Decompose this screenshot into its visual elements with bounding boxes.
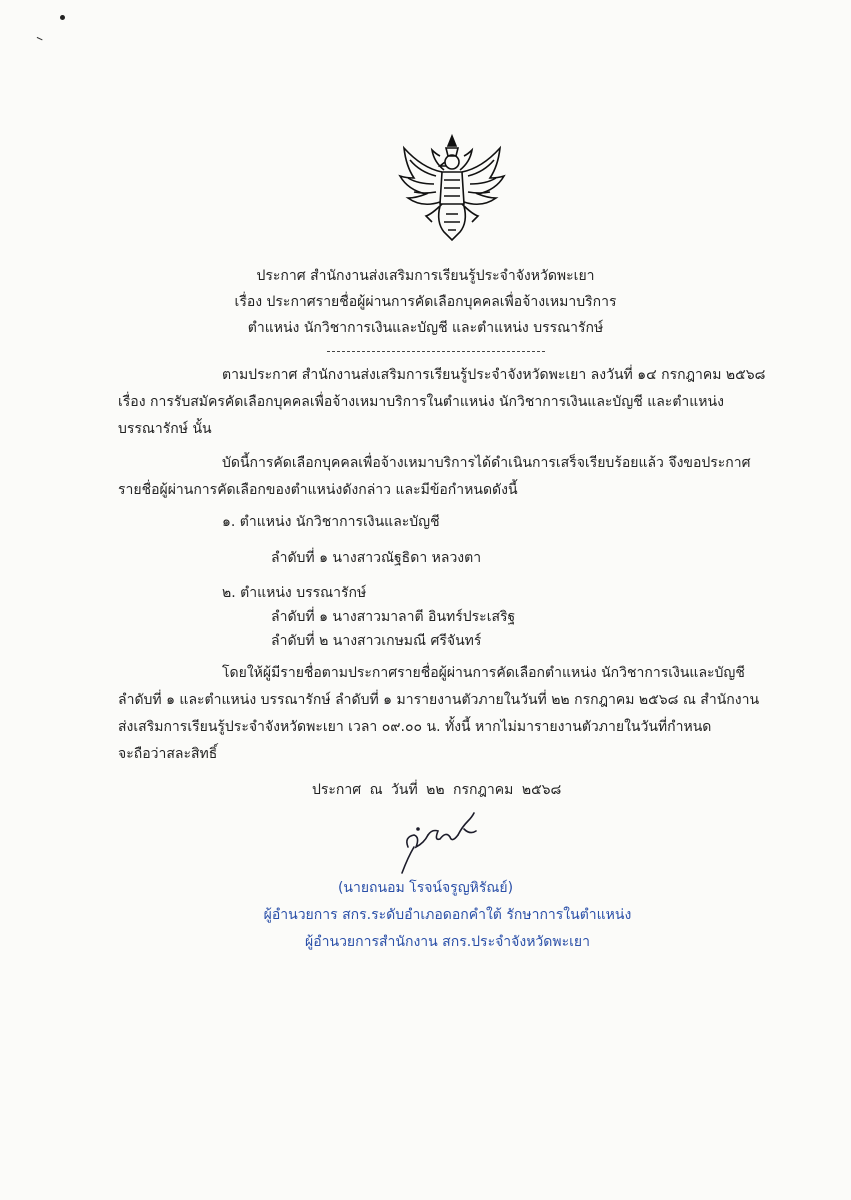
garuda-emblem-icon — [396, 132, 508, 244]
paragraph-1 — [118, 362, 766, 443]
signatory-name: (นายถนอม โรจน์จรูญหิรัณย์) — [337, 880, 514, 896]
announcement-positions: ตำแหน่ง นักวิชาการเงินและบัญชี และตำแหน่ง บรรณารักษ์ — [247, 320, 604, 336]
position-2-item-2: ลำดับที่ ๒ นางสาวเกษมณี ศรีจันทร์ — [271, 633, 482, 649]
signatory-title-1: ผู้อำนวยการ สกร.ระดับอำเภอดอกคำใต้ รักษาการในตำแหน่ง — [263, 907, 632, 923]
announcement-date: ประกาศ ณ วันที่ ๒๒ กรกฎาคม ๒๕๖๘ — [312, 782, 562, 798]
paragraph-3 — [118, 660, 758, 768]
position-2-item-1: ลำดับที่ ๑ นางสาวมาลาตี อินทร์ประเสริฐ — [271, 609, 516, 625]
paragraph-1-line-2: เรื่อง การรับสมัครคัดเลือกบุคคลเพื่อจ้างเหมาบริการในตำแหน่ง นักวิชาการเงินและบัญชี และตำแหน่ง — [118, 394, 724, 410]
handwritten-signature — [398, 807, 488, 877]
paragraph-2 — [118, 450, 758, 504]
paragraph-3-line-1: โดยให้ผู้มีรายชื่อตามประกาศรายชื่อผู้ผ่านการคัดเลือกตำแหน่ง นักวิชาการเงินและบัญชี — [222, 665, 745, 681]
speck-mark-2 — [35, 37, 42, 43]
paragraph-2-line-2: รายชื่อผู้ผ่านการคัดเลือกของตำแหน่งดังกล่าว และมีข้อกำหนดดังนี้ — [118, 482, 518, 498]
paragraph-3-line-2: ลำดับที่ ๑ และตำแหน่ง บรรณารักษ์ ลำดับที่ ๑ มารายงานตัวภายในวันที่ ๒๒ กรกฎาคม ๒๕๖๘ ณ สำนักงาน — [118, 692, 760, 708]
title-separator — [327, 351, 545, 352]
paragraph-3-line-3: ส่งเสริมการเรียนรู้ประจำจังหวัดพะเยา เวลา ๐๙.๐๐ น. ทั้งนี้ หากไม่มารายงานตัวภายในวันที่กำหนด — [118, 719, 712, 735]
announcement-subject: เรื่อง ประกาศรายชื่อผู้ผ่านการคัดเลือกบุคคลเพื่อจ้างเหมาบริการ — [234, 294, 617, 310]
paragraph-3-line-4: จะถือว่าสละสิทธิ์ — [118, 746, 218, 762]
paragraph-1-line-1: ตามประกาศ สำนักงานส่งเสริมการเรียนรู้ประจำจังหวัดพะเยา ลงวันที่ ๑๔ กรกฎาคม ๒๕๖๘ — [222, 367, 766, 383]
paragraph-2-line-1: บัดนี้การคัดเลือกบุคคลเพื่อจ้างเหมาบริการได้ดำเนินการเสร็จเรียบร้อยแล้ว จึงขอประกาศ — [222, 455, 751, 471]
position-2-heading: ๒. ตำแหน่ง บรรณารักษ์ — [222, 585, 367, 601]
announcement-title: ประกาศ สำนักงานส่งเสริมการเรียนรู้ประจำจังหวัดพะเยา — [256, 268, 595, 284]
position-1-item-1: ลำดับที่ ๑ นางสาวณัฐธิดา หลวงตา — [271, 550, 482, 566]
signatory-title-2: ผู้อำนวยการสำนักงาน สกร.ประจำจังหวัดพะเยา — [305, 934, 590, 950]
position-1-heading: ๑. ตำแหน่ง นักวิชาการเงินและบัญชี — [222, 514, 440, 530]
paragraph-1-line-3: บรรณารักษ์ นั้น — [118, 421, 212, 437]
speck-mark — [60, 15, 65, 20]
